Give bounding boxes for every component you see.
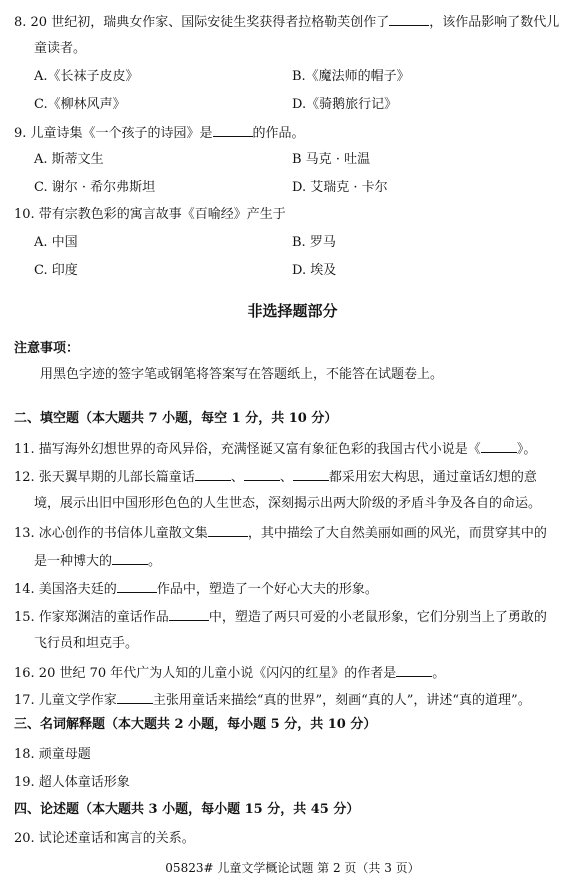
answer-blank	[244, 467, 280, 481]
part3-heading: 三、名词解释题（本大题共 2 小题，每小题 5 分，共 10 分）	[14, 717, 377, 732]
q9-option-c: C. 谢尔 · 希尔弗斯坦	[34, 180, 156, 195]
answer-blank	[481, 439, 517, 453]
q12-cont: 境，展示出旧中国形形色色的人生世态，深刻揭示出两大阶级的矛盾斗争及各自的命运。	[34, 496, 542, 511]
q14: 14. 美国洛夫廷的 作品中，塑造了一个好心大夫的形象。	[14, 579, 378, 599]
page-footer: 05823# 儿童文学概论试题 第 2 页（共 3 页）	[165, 861, 420, 875]
q10-option-a: A. 中国	[34, 235, 78, 250]
q8-stem-cont: 童读者。	[34, 41, 87, 56]
q8-option-d: D.《骑鹅旅行记》	[292, 97, 398, 112]
q17: 17. 儿童文学作家 主张用童话来描绘“真的世界”，刻画“真的人”，讲述“真的道理”。	[14, 690, 531, 710]
answer-blank	[117, 690, 153, 704]
answer-blank	[213, 123, 253, 137]
q15-cont: 飞行员和坦克手。	[34, 636, 139, 651]
q16: 16. 20 世纪 70 年代广为人知的儿童小说《闪闪的红星》的作者是 。	[14, 663, 445, 683]
notice-text: 用黑色字迹的签字笔或钢笔将答案写在答题纸上，不能答在试题卷上。	[40, 367, 444, 382]
answer-blank	[169, 607, 209, 621]
notice-heading: 注意事项：	[14, 341, 80, 356]
q19: 19. 超人体童话形象	[14, 775, 130, 790]
part4-heading: 四、论述题（本大题共 3 小题，每小题 15 分，共 45 分）	[14, 802, 360, 817]
q8-option-a: A.《长袜子皮皮》	[34, 69, 139, 84]
q12: 12. 张天翼早期的儿部长篇童话 、 、 都采用宏大构思，通过童话幻想的意	[14, 467, 537, 487]
answer-blank	[208, 523, 248, 537]
q8-stem: 8. 20 世纪初，瑞典女作家、国际安徒生奖获得者拉格勒芙创作了 ，该作品影响了数代儿	[14, 12, 559, 32]
answer-blank	[389, 12, 429, 26]
part2-heading: 二、填空题（本大题共 7 小题，每空 1 分，共 10 分）	[14, 411, 338, 426]
q13: 13. 冰心创作的书信体儿童散文集 ，其中描绘了大自然美丽如画的风光，而贯穿其中的	[14, 523, 547, 543]
answer-blank	[117, 579, 157, 593]
q10-stem: 10. 带有宗教色彩的寓言故事《百喻经》产生于	[14, 207, 286, 222]
q9-option-b: B 马克 · 吐温	[292, 152, 371, 167]
q10-option-c: C. 印度	[34, 263, 78, 278]
answer-blank	[293, 467, 329, 481]
q18: 18. 顽童母题	[14, 747, 91, 762]
q9-stem: 9. 儿童诗集《一个孩子的诗园》是 的作品。	[14, 123, 305, 143]
answer-blank	[195, 467, 231, 481]
q9-option-d: D. 艾瑞克 · 卡尔	[292, 180, 388, 195]
q20: 20. 试论述童话和寓言的关系。	[14, 831, 195, 846]
q10-option-b: B. 罗马	[292, 235, 336, 250]
q10-option-d: D. 埃及	[292, 263, 337, 278]
answer-blank	[396, 663, 432, 677]
q15: 15. 作家郑渊洁的童话作品 中，塑造了两只可爱的小老鼠形象，它们分别当上了勇敢的	[14, 607, 547, 627]
q8-option-b: B.《魔法师的帽子》	[292, 69, 410, 84]
answer-blank	[112, 551, 148, 565]
q11: 11. 描写海外幻想世界的奇风异俗，充满怪诞又富有象征色彩的我国古代小说是《 》。	[14, 439, 536, 459]
section-title: 非选择题部分	[247, 302, 338, 320]
q8-option-c: C.《柳林风声》	[34, 97, 126, 112]
q9-option-a: A. 斯蒂文生	[34, 152, 104, 167]
q13-cont: 是一种博大的 。	[34, 551, 161, 571]
